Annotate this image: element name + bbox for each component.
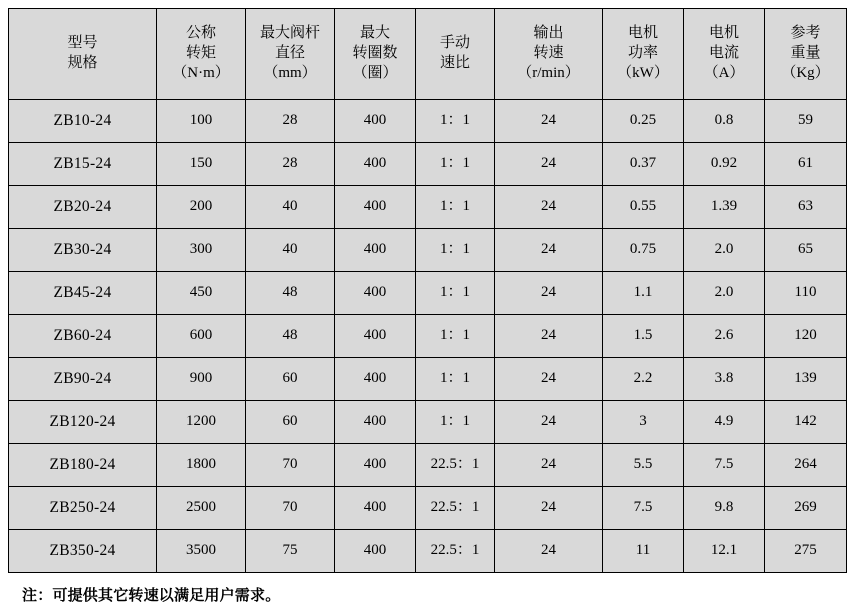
table-note: 注：可提供其它转速以满足用户需求。 (22, 588, 281, 604)
cell-model: ZB350-24 (9, 530, 157, 573)
column-header-model (9, 9, 157, 100)
cell-reference-weight: 142 (765, 401, 847, 444)
header-line: 参考 (790, 25, 821, 42)
cell-model: ZB30-24 (9, 229, 157, 272)
cell-motor-current: 7.5 (684, 444, 765, 487)
cell-manual-ratio: 1：1 (416, 358, 495, 401)
cell-manual-ratio: 1：1 (416, 272, 495, 315)
cell-output-speed: 24 (495, 229, 603, 272)
column-header-max-stem-diameter (246, 9, 335, 100)
header-line: （A） (703, 64, 745, 81)
table-row (9, 186, 847, 229)
cell-motor-power: 2.2 (603, 358, 684, 401)
cell-max-turns: 400 (335, 358, 416, 401)
cell-max-turns: 400 (335, 444, 416, 487)
header-line: 速比 (439, 55, 470, 71)
cell-manual-ratio: 1：1 (416, 401, 495, 444)
header-line: （kW） (617, 64, 669, 81)
cell-model: ZB45-24 (9, 272, 157, 315)
cell-model: ZB20-24 (9, 186, 157, 229)
cell-nominal-torque: 900 (157, 358, 246, 401)
cell-motor-current: 2.0 (684, 229, 765, 272)
cell-output-speed: 24 (495, 186, 603, 229)
cell-nominal-torque: 2500 (157, 487, 246, 530)
cell-motor-power: 0.25 (603, 100, 684, 143)
cell-nominal-torque: 100 (157, 100, 246, 143)
cell-max-stem-diameter: 70 (246, 487, 335, 530)
cell-nominal-torque: 200 (157, 186, 246, 229)
table-row (9, 444, 847, 487)
table-row (9, 229, 847, 272)
table-row (9, 401, 847, 444)
table-row (9, 487, 847, 530)
cell-max-stem-diameter: 28 (246, 143, 335, 186)
cell-max-stem-diameter: 40 (246, 229, 335, 272)
header-line: 电流 (708, 45, 739, 62)
header-line: （Kg） (781, 64, 830, 81)
column-header-reference-weight (765, 9, 847, 100)
cell-reference-weight: 275 (765, 530, 847, 573)
header-line: （N·m） (172, 64, 230, 81)
cell-nominal-torque: 600 (157, 315, 246, 358)
cell-motor-current: 1.39 (684, 186, 765, 229)
cell-manual-ratio: 22.5：1 (416, 530, 495, 573)
cell-output-speed: 24 (495, 401, 603, 444)
cell-motor-current: 3.8 (684, 358, 765, 401)
header-line: 型号 (67, 35, 98, 52)
header-line: 转圈数 (352, 45, 398, 62)
header-line: （圈） (352, 64, 398, 81)
column-header-motor-current (684, 9, 765, 100)
cell-motor-current: 4.9 (684, 401, 765, 444)
header-line: 最大阀杆 (259, 25, 320, 42)
cell-nominal-torque: 300 (157, 229, 246, 272)
cell-motor-current: 0.92 (684, 143, 765, 186)
cell-motor-current: 9.8 (684, 487, 765, 530)
cell-max-stem-diameter: 48 (246, 272, 335, 315)
header-line: 电机 (627, 25, 658, 42)
cell-nominal-torque: 1200 (157, 401, 246, 444)
column-header-motor-power (603, 9, 684, 100)
column-header-manual-ratio (416, 9, 495, 100)
cell-model: ZB10-24 (9, 100, 157, 143)
column-header-nominal-torque (157, 9, 246, 100)
table-row (9, 530, 847, 573)
cell-manual-ratio: 1：1 (416, 100, 495, 143)
cell-manual-ratio: 1：1 (416, 143, 495, 186)
header-line: （mm） (263, 64, 317, 81)
cell-manual-ratio: 1：1 (416, 315, 495, 358)
cell-nominal-torque: 3500 (157, 530, 246, 573)
cell-reference-weight: 110 (765, 272, 847, 315)
header-line: 公称 (185, 25, 216, 42)
table-row (9, 272, 847, 315)
cell-output-speed: 24 (495, 272, 603, 315)
header-line: 转矩 (185, 45, 216, 62)
cell-max-stem-diameter: 70 (246, 444, 335, 487)
cell-output-speed: 24 (495, 444, 603, 487)
cell-motor-current: 2.6 (684, 315, 765, 358)
specification-table (8, 8, 847, 573)
cell-output-speed: 24 (495, 100, 603, 143)
cell-output-speed: 24 (495, 530, 603, 573)
cell-model: ZB120-24 (9, 401, 157, 444)
cell-motor-power: 0.55 (603, 186, 684, 229)
cell-motor-current: 12.1 (684, 530, 765, 573)
cell-reference-weight: 65 (765, 229, 847, 272)
header-line: 重量 (790, 45, 821, 62)
header-line: （r/min） (517, 64, 580, 81)
cell-output-speed: 24 (495, 358, 603, 401)
table-row (9, 143, 847, 186)
cell-reference-weight: 120 (765, 315, 847, 358)
cell-motor-power: 0.37 (603, 143, 684, 186)
column-header-output-speed (495, 9, 603, 100)
cell-motor-power: 0.75 (603, 229, 684, 272)
cell-model: ZB90-24 (9, 358, 157, 401)
cell-max-turns: 400 (335, 272, 416, 315)
cell-max-turns: 400 (335, 229, 416, 272)
header-line: 直径 (274, 45, 305, 62)
cell-manual-ratio: 1：1 (416, 229, 495, 272)
cell-model: ZB180-24 (9, 444, 157, 487)
cell-max-turns: 400 (335, 401, 416, 444)
header-line: 电机 (708, 25, 739, 42)
cell-max-stem-diameter: 60 (246, 358, 335, 401)
cell-motor-power: 3 (603, 401, 684, 444)
cell-motor-power: 11 (603, 530, 684, 573)
header-line: 转速 (533, 45, 564, 62)
cell-motor-power: 1.1 (603, 272, 684, 315)
cell-nominal-torque: 450 (157, 272, 246, 315)
cell-max-turns: 400 (335, 315, 416, 358)
cell-manual-ratio: 22.5：1 (416, 487, 495, 530)
cell-nominal-torque: 150 (157, 143, 246, 186)
cell-max-turns: 400 (335, 186, 416, 229)
table-row (9, 100, 847, 143)
cell-nominal-torque: 1800 (157, 444, 246, 487)
cell-model: ZB60-24 (9, 315, 157, 358)
cell-max-turns: 400 (335, 100, 416, 143)
cell-max-turns: 400 (335, 530, 416, 573)
cell-manual-ratio: 1：1 (416, 186, 495, 229)
cell-motor-power: 1.5 (603, 315, 684, 358)
cell-reference-weight: 264 (765, 444, 847, 487)
cell-motor-current: 0.8 (684, 100, 765, 143)
cell-max-stem-diameter: 40 (246, 186, 335, 229)
cell-max-stem-diameter: 75 (246, 530, 335, 573)
cell-max-turns: 400 (335, 143, 416, 186)
cell-model: ZB250-24 (9, 487, 157, 530)
header-line: 最大 (359, 25, 390, 42)
column-header-max-turns (335, 9, 416, 100)
cell-output-speed: 24 (495, 487, 603, 530)
cell-reference-weight: 269 (765, 487, 847, 530)
table-header (9, 9, 847, 100)
table-header-row (9, 9, 847, 100)
cell-manual-ratio: 22.5：1 (416, 444, 495, 487)
cell-max-turns: 400 (335, 487, 416, 530)
cell-model: ZB15-24 (9, 143, 157, 186)
cell-max-stem-diameter: 48 (246, 315, 335, 358)
cell-output-speed: 24 (495, 315, 603, 358)
cell-motor-power: 5.5 (603, 444, 684, 487)
cell-max-stem-diameter: 28 (246, 100, 335, 143)
table-row (9, 315, 847, 358)
cell-reference-weight: 59 (765, 100, 847, 143)
cell-reference-weight: 139 (765, 358, 847, 401)
cell-reference-weight: 61 (765, 143, 847, 186)
cell-reference-weight: 63 (765, 186, 847, 229)
header-line: 规格 (67, 55, 98, 71)
cell-motor-power: 7.5 (603, 487, 684, 530)
table-body (9, 100, 847, 573)
table-row (9, 358, 847, 401)
cell-max-stem-diameter: 60 (246, 401, 335, 444)
cell-motor-current: 2.0 (684, 272, 765, 315)
header-line: 输出 (533, 25, 564, 42)
cell-output-speed: 24 (495, 143, 603, 186)
header-line: 功率 (627, 45, 658, 62)
header-line: 手动 (439, 35, 470, 52)
